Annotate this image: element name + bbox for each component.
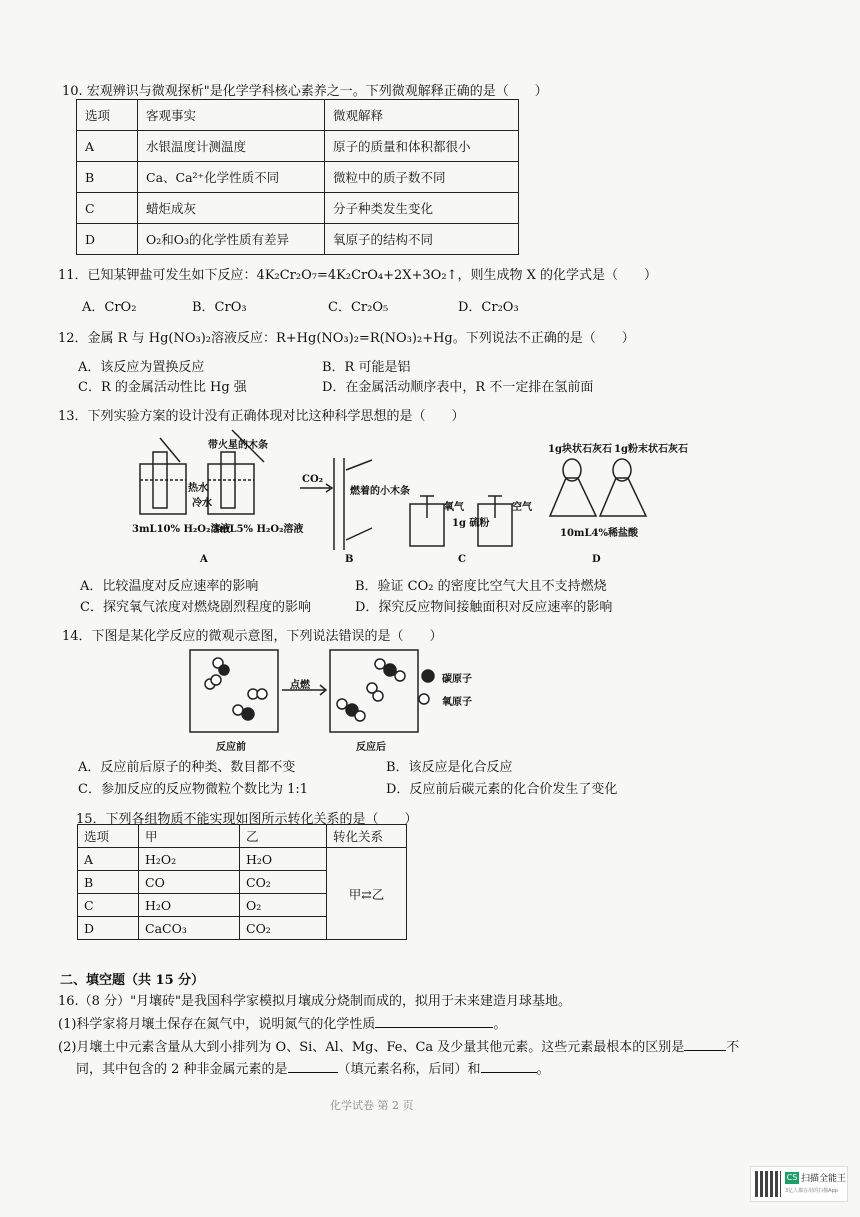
q15-relation: 甲⇄乙 (327, 848, 407, 940)
q13-fig-label-powder: 1g粉末状石灰石 (614, 444, 688, 455)
q14-fig-before: 反应前 (216, 742, 246, 753)
q13-option-a: A．比较温度对反应速率的影响 (80, 579, 259, 594)
table-row (77, 193, 519, 224)
answer-blank[interactable] (481, 1060, 537, 1073)
table-cell: O₂和O₃的化学性质有差异 (138, 224, 325, 255)
table-cell: CO₂ (240, 871, 327, 894)
q10-table (76, 99, 519, 255)
q16-part2-end: 。 (536, 1062, 550, 1077)
table-cell: B (78, 871, 139, 894)
q14-fig-arrow-label: 点燃 (290, 680, 310, 691)
table-cell: B (77, 162, 138, 193)
q13-fig-label-acid: 10mL4%稀盐酸 (560, 528, 638, 539)
table-cell: A (78, 848, 139, 871)
scanner-watermark (750, 1166, 848, 1202)
table-cell: H₂O₂ (139, 848, 240, 871)
q16-part1-end: 。 (493, 1017, 507, 1032)
table-cell: C (77, 193, 138, 224)
table-header (78, 825, 407, 848)
table-cell: 甲 (139, 825, 240, 848)
q13-option-d: D．探究反应物间接触面积对反应速率的影响 (355, 600, 613, 615)
q13-fig-label-co2: CO₂ (302, 474, 324, 485)
q14-option-a: A．反应前后原子的种类、数目都不变 (78, 760, 296, 775)
q11-stem: 11．已知某钾盐可发生如下反应：4K₂Cr₂O₇=4K₂CrO₄+2X+3O₂↑，则生成物 X 的化学式是（ ） (58, 268, 657, 283)
q16-stem: 16.（8 分）"月壤砖"是我国科学家模拟月壤成分烧制而成的，拟用于未来建造月球基地。 (58, 994, 572, 1009)
q12-option-a: A．该反应为置换反应 (78, 360, 205, 375)
table-cell: D (78, 917, 139, 940)
q13-fig-letter-c: C (458, 554, 466, 565)
table-cell: A (77, 131, 138, 162)
q13-fig-label-splint: 带火星的木条 (208, 440, 268, 451)
table-cell: CO₂ (240, 917, 327, 940)
q12-option-b: B．R 可能是铝 (322, 360, 411, 375)
q14-option-d: D．反应前后碳元素的化合价发生了变化 (386, 782, 618, 797)
table-cell: 乙 (240, 825, 327, 848)
q11-option-b: B．CrO₃ (192, 300, 247, 315)
table-row (78, 848, 407, 871)
q16-part2-text2: 同，其中包含的 2 种非金属元素的是 (76, 1062, 288, 1077)
answer-blank[interactable] (684, 1038, 726, 1051)
table-cell: 蜡炬成灰 (138, 193, 325, 224)
scanner-name: 扫描全能王 (801, 1174, 847, 1184)
q16-part2-text: (2)月壤土中元素含量从大到小排列为 O、Si、Al、Mg、Fe、Ca 及少量其他元素。这些元素最根本的区别是 (58, 1040, 685, 1055)
q13-fig-letter-d: D (592, 554, 601, 565)
q12-option-d: D．在金属活动顺序表中，R 不一定排在氢前面 (322, 380, 594, 395)
q11-option-c: C．Cr₂O₅ (328, 300, 389, 315)
q14-legend-oxygen: 氧原子 (442, 697, 472, 708)
answer-blank[interactable] (375, 1015, 493, 1028)
q13-fig-label-stick: 燃着的小木条 (350, 486, 410, 497)
table-cell: 分子种类发生变化 (325, 193, 519, 224)
table-cell: 客观事实 (138, 100, 325, 131)
table-cell: 原子的质量和体积都很小 (325, 131, 519, 162)
q13-fig-label-hot: 热水 (188, 483, 208, 494)
q12-option-c: C．R 的金属活动性比 Hg 强 (78, 380, 247, 395)
camscanner-logo-icon: CS (786, 1173, 798, 1182)
q13-stem: 13．下列实验方案的设计没有正确体现对比这种科学思想的是（ ） (58, 409, 465, 424)
table-cell: 选项 (78, 825, 139, 848)
q15-table (77, 824, 407, 940)
table-cell: 氧原子的结构不同 (325, 224, 519, 255)
q13-fig-label-a-left: 3mL10% H₂O₂溶液 (132, 524, 231, 535)
q14-option-b: B．该反应是化合反应 (386, 760, 513, 775)
table-row (77, 131, 519, 162)
table-cell: 选项 (77, 100, 138, 131)
table-cell: Ca、Ca²⁺化学性质不同 (138, 162, 325, 193)
q13-fig-letter-a: A (200, 554, 208, 565)
q13-option-b: B．验证 CO₂ 的密度比空气大且不支持燃烧 (355, 579, 607, 594)
q15-stem: 15．下列各组物质不能实现如图所示转化关系的是（ ） (76, 812, 418, 827)
table-cell: CO (139, 871, 240, 894)
q16-part1-text: (1)科学家将月壤土保存在氮气中，说明氮气的化学性质 (58, 1017, 376, 1032)
q12-stem: 12．金属 R 与 Hg(NO₃)₂溶液反应：R+Hg(NO₃)₂=R(NO₃)₂+Hg。下列说法不正确的是（ ） (58, 331, 635, 346)
q13-fig-label-block: 1g块状石灰石 (548, 444, 612, 455)
q14-stem: 14．下图是某化学反应的微观示意图，下列说法错误的是（ ） (62, 629, 443, 644)
q11-option-a: A．CrO₂ (82, 300, 137, 315)
q14-legend-carbon: 碳原子 (442, 674, 472, 685)
section-heading: 二、填空题（共 15 分） (60, 973, 205, 988)
q13-fig-label-o2: 氧气 (444, 502, 464, 513)
table-cell: 转化关系 (327, 825, 407, 848)
q16-part2-line2 (76, 1058, 550, 1077)
table-cell: 微观解释 (325, 100, 519, 131)
table-cell: H₂O (139, 894, 240, 917)
q13-fig-label-a-right: 3mL5% H₂O₂溶液 (212, 524, 304, 535)
q13-fig-label-air: 空气 (512, 502, 532, 513)
q16-part2 (58, 1036, 739, 1055)
table-row (77, 162, 519, 193)
table-cell: 水银温度计测温度 (138, 131, 325, 162)
q16-part2-cont: 不 (726, 1040, 740, 1055)
table-cell: 微粒中的质子数不同 (325, 162, 519, 193)
table-cell: H₂O (240, 848, 327, 871)
qr-code-icon (755, 1171, 781, 1197)
table-cell: D (77, 224, 138, 255)
q13-fig-label-cold: 冷水 (192, 498, 212, 509)
q16-part2-text3: （填元素名称，后同）和 (337, 1062, 481, 1077)
table-row (77, 224, 519, 255)
q14-fig-after: 反应后 (356, 742, 386, 753)
answer-blank[interactable] (288, 1060, 338, 1073)
q11-option-d: D．Cr₂O₃ (458, 300, 519, 315)
q13-fig-label-sulfur: 1g 硫粉 (452, 518, 490, 529)
table-cell: CaCO₃ (139, 917, 240, 940)
q10-stem: 10. 宏观辨识与微观探析"是化学学科核心素养之一。下列微观解释正确的是（ ） (62, 84, 548, 99)
page-footer: 化学试卷 第 2 页 (330, 1099, 414, 1112)
table-cell: O₂ (240, 894, 327, 917)
q16-part1 (58, 1013, 506, 1032)
q14-option-c: C．参加反应的反应物微粒个数比为 1:1 (78, 782, 309, 797)
table-cell: C (78, 894, 139, 917)
q13-option-c: C．探究氧气浓度对燃烧剧烈程度的影响 (80, 600, 311, 615)
q13-fig-letter-b: B (345, 554, 354, 565)
scanner-tagline: 3亿人都在用的扫描App (785, 1188, 838, 1194)
table-header (77, 100, 519, 131)
